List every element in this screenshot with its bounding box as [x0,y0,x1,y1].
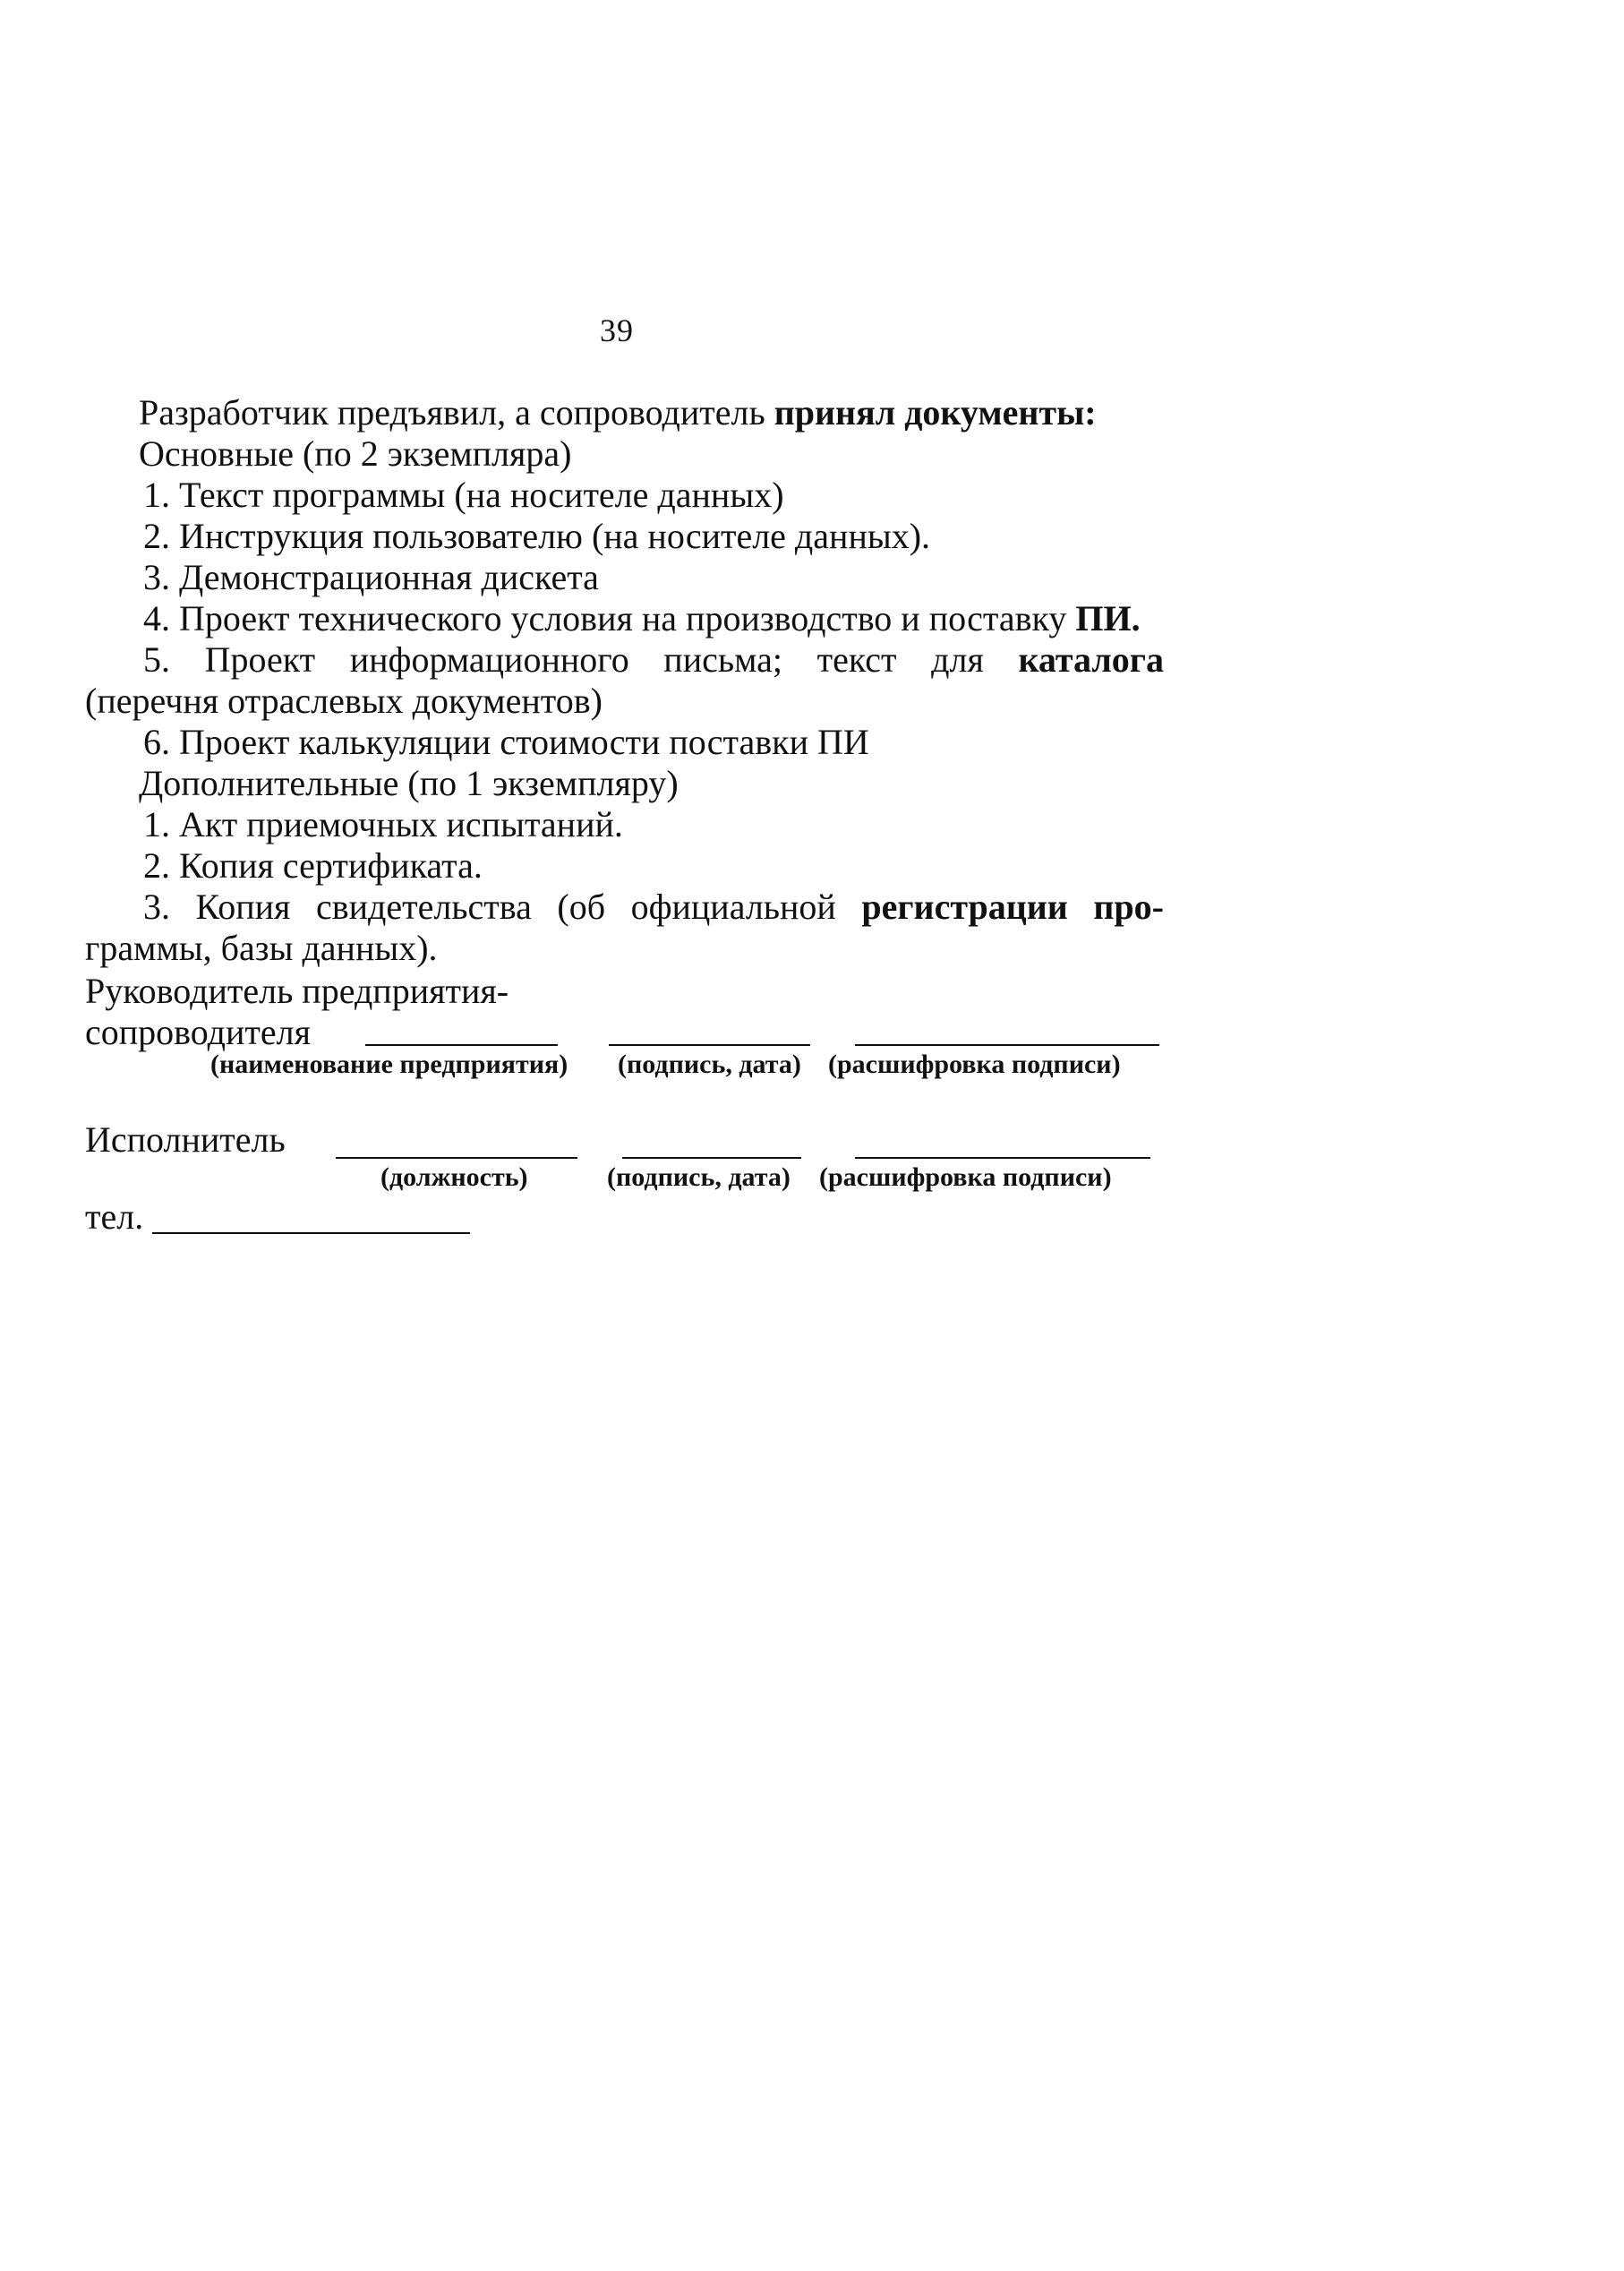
executor-position-caption: (должность) [380,1162,528,1192]
director-label-line2: сопроводителя [85,1012,311,1052]
main-item-5 [143,639,1164,681]
director-org-line [365,1044,558,1046]
phone-line [152,1232,470,1234]
director-signature-caption: (подпись, дата) [618,1050,801,1079]
main-item-4 [143,598,1141,639]
extra3-word: 3. [143,887,170,927]
director-label-line1: Руководитель предприятия- [85,971,509,1011]
intro-line [139,392,1097,433]
item5-word: Проект [204,639,316,680]
extra-item-3 [143,887,1164,928]
executor-position-line [336,1157,577,1159]
main-item-4-text: 4. Проект технического условия на производство и поставку [143,598,1076,638]
extra-item-3-continuation: граммы, базы данных). [85,928,438,968]
item5-word: информационного [349,639,629,680]
director-decoding-line [855,1044,1159,1046]
executor-signature-caption: (подпись, дата) [607,1162,791,1192]
main-documents-heading: Основные (по 2 экземпляра) [139,433,572,474]
main-item-4-bold: ПИ. [1075,598,1141,638]
extra3-word-bold: про- [1093,887,1164,927]
extra-item-1: 1. Акт приемочных испытаний. [143,804,623,844]
item5-word: 5. [143,639,170,680]
extra-documents-heading: Дополнительные (по 1 экземпляру) [139,763,679,803]
main-item-3: 3. Демонстрационная дискета [143,557,599,597]
extra3-word-bold: регистрации [861,887,1068,927]
executor-signature-line [622,1157,801,1159]
director-signature-line [609,1044,810,1046]
page-number: 39 [600,313,634,348]
executor-label: Исполнитель [85,1119,286,1160]
director-org-caption: (наименование предприятия) [210,1050,568,1079]
item5-word: для [931,639,984,680]
main-item-6: 6. Проект калькуляции стоимости поставки ПИ [143,722,869,762]
item5-word: текст [816,639,897,680]
executor-decoding-caption: (расшифровка подписи) [819,1162,1112,1192]
executor-decoding-line [855,1157,1150,1159]
extra-item-2: 2. Копия сертификата. [143,845,483,886]
main-item-2: 2. Инструкция пользователю (на носителе данных). [143,516,931,556]
item5-word: письма; [663,639,783,680]
extra3-word: Копия [195,887,291,927]
intro-text: Разработчик предъявил, а сопроводитель [139,392,774,433]
phone-label: тел. [85,1196,144,1237]
extra3-word: (об [557,887,606,927]
extra3-word: свидетельства [315,887,532,927]
extra3-word: официальной [630,887,836,927]
main-item-5-continuation: (перечня отраслевых документов) [85,681,603,721]
main-item-1: 1. Текст программы (на носителе данных) [143,475,784,515]
item5-word-bold: каталога [1018,639,1164,680]
intro-bold-text: принял документы: [774,392,1097,433]
director-decoding-caption: (расшифровка подписи) [828,1050,1121,1079]
